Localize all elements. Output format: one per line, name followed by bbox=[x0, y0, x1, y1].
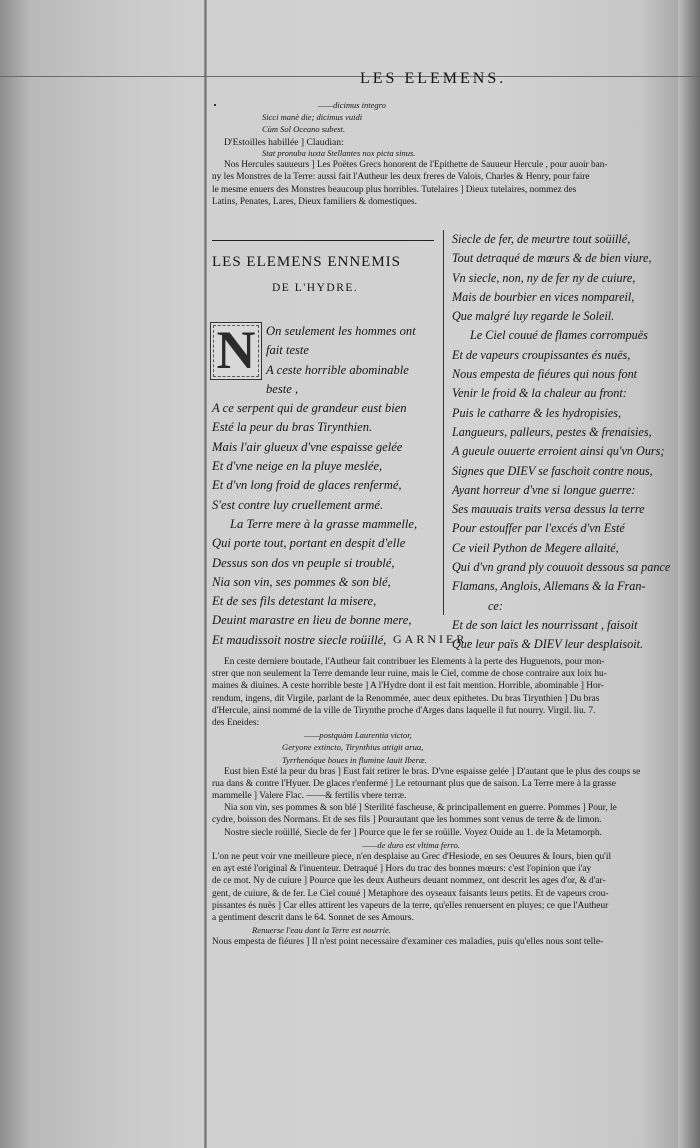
title-rule bbox=[212, 240, 434, 241]
verse-line: Tout detraqué de mœurs & de bien viure, bbox=[452, 251, 652, 266]
verse-line: Puis le catharre & les hydropisies, bbox=[452, 405, 622, 420]
verse-line: Que malgré luy regarde le Soleil. bbox=[452, 309, 615, 324]
verse-line: Et de vapeurs croupissantes és nuës, bbox=[452, 347, 631, 362]
verse-line: Ce vieil Python de Megere allaité, bbox=[452, 540, 619, 555]
verse-line: beste , bbox=[266, 381, 299, 396]
commentary-line: a gentiment descrit dans le 64. Sonnet de ses Amours. bbox=[212, 912, 414, 923]
verse-line: Mais l'air glueux d'vne espaisse gelée bbox=[212, 439, 403, 454]
commentary-line: des Eneides: bbox=[212, 717, 260, 728]
commentary-quote: ——de duro est vltima ferro. bbox=[362, 839, 460, 850]
poem-right-column bbox=[452, 230, 670, 655]
note-claudian-quote: Stat pronuba iuxta Stellantes nox picta sinus. bbox=[262, 148, 416, 158]
verse-line: Nia son vin, ses pommes & son blé, bbox=[212, 574, 391, 589]
commentary-line: rendum, ingens, dit Virgile, parlant de la Renommée, auec deux epithetes. Du bras Tirynthien ] Du bras bbox=[212, 693, 600, 704]
top-rule bbox=[0, 76, 700, 77]
verse-line: Deuint marastre en lieu de bonne mere, bbox=[212, 613, 412, 628]
verse-line: ce: bbox=[488, 598, 503, 613]
verse-line: Pour estouffer par l'excés d'vn Esté bbox=[452, 521, 625, 536]
verse-line: Signes que DIEV se faschoit contre nous, bbox=[452, 463, 653, 478]
commentary-line: maines & diuines. A ceste horrible beste ] A l'Hydre dont il est fait mention. Horrible, abominable ] Hor- bbox=[212, 681, 604, 692]
poem-subtitle: DE L'HYDRE. bbox=[272, 282, 359, 294]
commentary-line: rua dans & contre l'Hyuer. De glaces r'enfermé ] Le retournant plus que de saison. La Terre mere à la grasse bbox=[212, 778, 616, 789]
verse-line: Vn siecle, non, ny de fer ny de cuiure, bbox=[452, 270, 636, 285]
verse-line: On seulement les hommes ont bbox=[266, 324, 416, 338]
verse-line: Flamans, Anglois, Allemans & la Fran- bbox=[452, 579, 646, 594]
column-separator bbox=[443, 230, 444, 615]
commentary-block bbox=[212, 656, 682, 949]
verse-line: Mais de bourbier en vices nompareil, bbox=[452, 289, 635, 304]
verse-line: Langueurs, palleurs, pestes & frenaisies, bbox=[452, 424, 652, 439]
commentary-quote: Tyrrhenóque boues in flumine lauit Iberæ. bbox=[282, 754, 427, 765]
top-notes bbox=[212, 159, 608, 209]
verse-line: Dessus son dos vn peuple si troublé, bbox=[212, 555, 395, 570]
top-quote-line-3: Cùm Sol Oceano subest. bbox=[262, 124, 346, 134]
commentary-line: Nostre siecle roüillé, Siecle de fer ] Pource que le fer se roüille. Voyez Ouide au 1. de la Metamorph. bbox=[224, 827, 602, 838]
commentary-line: Nous empesta de fiéures ] Il n'est point necessaire d'examiner ces maladies, puis qu'elles nous sont telle- bbox=[212, 937, 604, 948]
poem-left-column bbox=[212, 322, 417, 650]
ink-mark bbox=[214, 104, 216, 106]
commentary-quote: ——postquàm Laurentia victor, bbox=[304, 730, 412, 741]
verse-line: Et de ses fils detestant la misere, bbox=[212, 594, 377, 609]
commentary-line: strer que non seulement la Terre demande leur ruine, mais le Ciel, comme de chose contraire aux loix hu- bbox=[212, 669, 607, 680]
commentary-quote: Geryone extincto, Tirynthius attigit arua, bbox=[282, 742, 424, 753]
poem-title: LES ELEMENS ENNEMIS bbox=[212, 254, 401, 270]
verse-line: Le Ciel couué de flames corrompuës bbox=[470, 328, 648, 343]
commentary-line: Eust bien Esté la peur du bras ] Eust fait retirer le bras. D'vne espaisse gelée ] D'autant que le plus des coups se bbox=[224, 766, 641, 777]
commentary-line: En ceste derniere boutade, l'Autheur fait contribuer les Elements à la perte des Huguenots, pour mon- bbox=[224, 657, 605, 667]
verse-line: Qui d'vn grand ply couuoit dessous sa pance bbox=[452, 560, 671, 575]
note-claudian: D'Estoilles habillée ] Claudian: bbox=[224, 137, 344, 148]
page-fold bbox=[204, 0, 207, 1148]
running-title: LES ELEMENS. bbox=[360, 70, 507, 87]
verse-line: Nous empesta de fiéures qui nous font bbox=[452, 367, 638, 382]
commentary-quote: Renuerse l'eau dont la Terre est nourrie. bbox=[252, 925, 391, 936]
top-note-line: ny les Monstres de la Terre: aussi fait l'Autheur les deux freres de Valois, Charles & Henry, pour faire bbox=[212, 172, 590, 183]
commentary-line: mammelle ] Valere Flac. ——& fertilis vbere terræ. bbox=[212, 791, 407, 802]
commentary-line: de ce mot. Ny de cuiure ] Pource que les deux Autheurs deuant nommez, ont descrit les ages d'or, & d'ar- bbox=[212, 876, 606, 887]
verse-line: Ayant horreur d'vne si longue guerre: bbox=[452, 482, 636, 497]
commentary-line: pissantes és nuës ] Car elles attirent les vapeurs de la terre, qu'elles renuersent en pluyes; ce que l'Autheur bbox=[212, 900, 609, 911]
verse-line: fait teste bbox=[266, 343, 310, 358]
top-note-line: le mesme enuers des Monstres beaucoup plus horribles. Tutelaires ] Dieux tutelaires, nommez des bbox=[212, 184, 577, 195]
verse-line: A ceste horrible abominable bbox=[266, 362, 409, 377]
verse-line: Venir le froid & la chaleur au front: bbox=[452, 386, 627, 401]
verse-line: A ce serpent qui de grandeur eust bien bbox=[212, 401, 407, 416]
verse-line: Ses mauuais traits versa dessus la terre bbox=[452, 502, 645, 517]
commentary-line: gent, de cuiure, & de fer. Le Ciel couué ] Metaphore des oyseaux faisants leurs petits. Et de vapeurs crou- bbox=[212, 888, 609, 899]
verse-line: A gueule ouuerte erroient ainsi qu'vn Ours; bbox=[452, 444, 665, 459]
commentary-line: d'Hercule, ainsi nommé de la ville de Tirynthe proche d'Arges dans laquelle il fut nourry. Virgil. liu. 7. bbox=[212, 705, 596, 716]
commentary-line: en ayt esté l'original & l'inuenteur. Detraqué ] Hors du trac des bonnes mœurs: c'est l'opinion que i'ay bbox=[212, 864, 592, 875]
top-note-line: Nos Hercules sauueurs ] Les Poëtes Grecs honorent de l'Epithette de Sauueur Hercule , pour auoir ban- bbox=[224, 160, 608, 170]
commentary-line: Nia son vin, ses pommes & son blé ] Sterilité fascheuse, & principallement en guerre. Pommes ] Pour, le bbox=[224, 803, 617, 814]
top-quote-line-1: ——dicimus integro bbox=[318, 100, 386, 110]
verse-line: Siecle de fer, de meurtre tout soüillé, bbox=[452, 232, 631, 246]
verse-line: Et maudissoit nostre siecle roüillé, bbox=[212, 632, 387, 647]
verse-line: Esté la peur du bras Tirynthien. bbox=[212, 420, 373, 435]
page-edge bbox=[678, 0, 700, 1148]
dropcap-letter: N bbox=[216, 322, 256, 380]
verse-line: Que leur païs & DIEV leur desplaisoit. bbox=[452, 637, 644, 652]
commentary-line: cydre, boisson des Normans. Et de ses fils ] Pourautant que les hommes sont venus de terre & de limon. bbox=[212, 815, 602, 826]
commentary-line: L'on ne peut voir vne meilleure piece, n'en desplaise au Grec d'Hesiode, en ses Oeuures & Iours, bien qu'il bbox=[212, 852, 612, 862]
verse-line: Qui porte tout, portant en despit d'elle bbox=[212, 536, 406, 551]
verse-line: Et de son laict les nourrissant , faisoit bbox=[452, 617, 638, 632]
top-note-line: Latins, Penates, Lares, Dieux familiers & domestiques. bbox=[212, 197, 417, 208]
top-quote-line-2: Sicci manè die; dicimus vuidi bbox=[262, 112, 363, 122]
verse-line: Et d'vn long froid de glaces renfermé, bbox=[212, 478, 402, 493]
commentary-author: GARNIER. bbox=[393, 632, 474, 646]
verse-line: La Terre mere à la grasse mammelle, bbox=[230, 516, 418, 531]
verse-line: Et d'vne neige en la pluye meslée, bbox=[212, 459, 383, 474]
verse-line: S'est contre luy cruellement armé. bbox=[212, 497, 384, 512]
